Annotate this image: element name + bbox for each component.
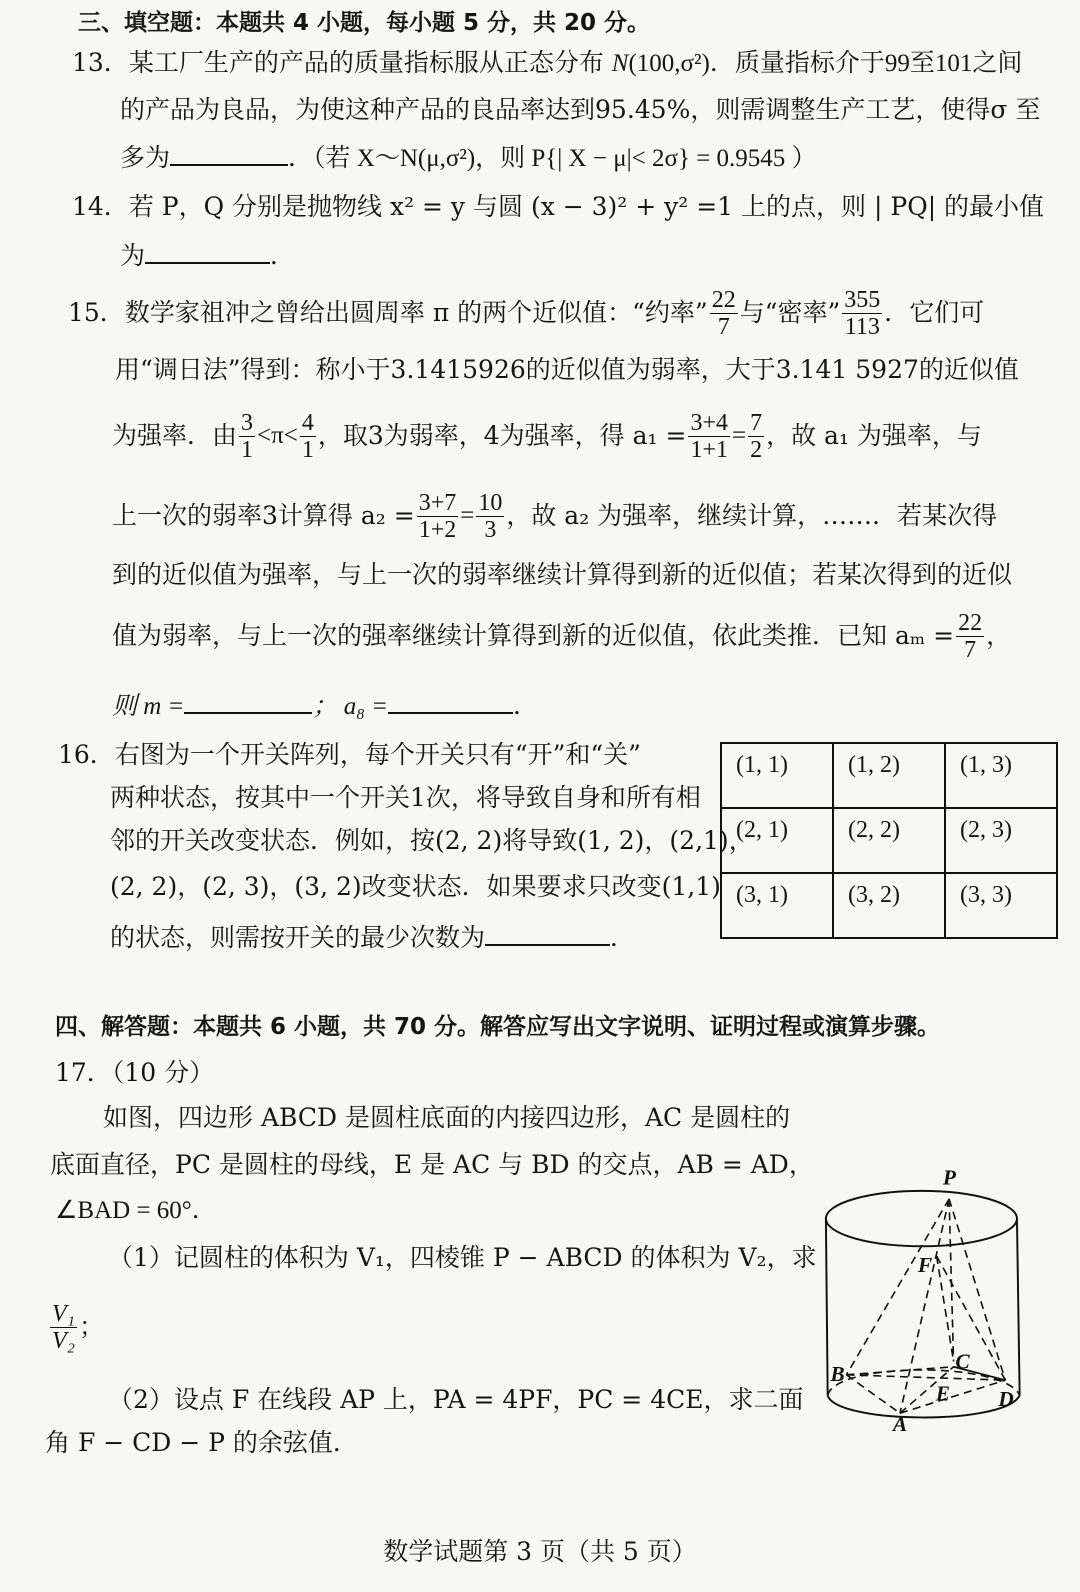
answer-blank[interactable] bbox=[485, 922, 610, 946]
fraction-10-3 bbox=[476, 490, 504, 543]
fraction-3plus7-1plus2 bbox=[417, 490, 459, 543]
fraction-3plus4-1plus1 bbox=[688, 410, 730, 463]
question-text: 上一次的弱率3计算得 a₂ = bbox=[112, 501, 415, 530]
question-text: 多为 bbox=[120, 143, 171, 172]
edge-BC bbox=[846, 1367, 953, 1375]
table-row bbox=[721, 743, 1057, 808]
denominator: 7 bbox=[717, 313, 730, 340]
switch-cell: (2, 3) bbox=[945, 808, 1057, 873]
denominator: V₂ bbox=[52, 1327, 76, 1354]
question-number: 14． bbox=[72, 192, 129, 221]
denominator: 113 bbox=[844, 313, 880, 340]
edge-PB bbox=[846, 1199, 949, 1375]
fraction-v1-v2 bbox=[50, 1301, 77, 1354]
question-text: ； a₈ = bbox=[312, 693, 388, 720]
question-text: 的状态，则需按开关的最少次数为 bbox=[110, 923, 486, 952]
question-13-line-3 bbox=[120, 142, 817, 174]
numerator: 4 bbox=[301, 409, 314, 436]
cylinder-top-ellipse bbox=[826, 1191, 1017, 1246]
question-text: ． bbox=[270, 241, 296, 270]
question-17-fraction-line bbox=[48, 1292, 104, 1362]
label-A: A bbox=[892, 1412, 908, 1437]
question-text: ． bbox=[610, 923, 636, 952]
question-text: ； bbox=[79, 1312, 105, 1341]
switch-cell: (3, 2) bbox=[833, 873, 945, 938]
denominator: 1+1 bbox=[690, 436, 728, 463]
question-number: 16． bbox=[58, 740, 115, 769]
numerator: V₁ bbox=[52, 1300, 76, 1327]
question-text: 值为弱率，与上一次的强率继续计算得到新的近似值，依此类推．已知 aₘ = bbox=[112, 621, 955, 650]
question-14-line-2 bbox=[120, 240, 295, 271]
denominator: 3 bbox=[484, 516, 497, 543]
numerator: 22 bbox=[711, 286, 736, 313]
table-row bbox=[721, 808, 1057, 873]
label-D: D bbox=[998, 1387, 1014, 1412]
equals-sign: = bbox=[731, 422, 747, 449]
edge-BA bbox=[846, 1375, 900, 1413]
answer-blank-a8[interactable] bbox=[388, 690, 513, 714]
numerator: 3+4 bbox=[690, 409, 728, 436]
switch-cell: (3, 1) bbox=[721, 873, 833, 938]
label-C: C bbox=[955, 1349, 970, 1374]
equals-sign: = bbox=[460, 502, 475, 529]
question-17-line-3: ∠BAD = 60°． bbox=[55, 1197, 217, 1224]
cylinder-left-edge bbox=[826, 1219, 828, 1396]
switch-cell: (3, 3) bbox=[945, 873, 1057, 938]
label-P: P bbox=[942, 1165, 956, 1190]
question-number: 13． bbox=[72, 48, 129, 77]
denominator: 2 bbox=[750, 436, 763, 463]
question-13-line-1 bbox=[72, 48, 1022, 79]
answer-blank[interactable] bbox=[145, 240, 270, 264]
question-17-part-2-cont: 角 F − CD − P 的余弦值． bbox=[45, 1428, 358, 1457]
question-text: 为强率．由 bbox=[112, 421, 238, 450]
question-text: ．它们可 bbox=[884, 298, 985, 327]
numerator: 355 bbox=[844, 286, 881, 313]
switch-cell: (1, 1) bbox=[721, 743, 833, 808]
question-13-line-2: 的产品为良品，为使这种产品的良品率达到95.45%，则需调整生产工艺，使得σ 至 bbox=[120, 95, 1041, 124]
question-14-line-1 bbox=[72, 192, 1044, 222]
question-text: 为 bbox=[120, 241, 146, 270]
question-15-line-1 bbox=[68, 283, 984, 343]
question-15-line-3 bbox=[112, 405, 982, 467]
question-text: ，故 a₂ 为强率，继续计算，……．若某次得 bbox=[506, 501, 998, 530]
fraction-22-7 bbox=[956, 610, 984, 663]
question-text: 若 P，Q 分别是抛物线 x² = y 与圆 (x − 3)² + y² =1 上的点，则 | PQ| 的最小值 bbox=[128, 192, 1045, 221]
switch-cell: (1, 2) bbox=[833, 743, 945, 808]
question-text: 数学家祖冲之曾给出圆周率 π 的两个近似值：“约率” bbox=[124, 298, 708, 327]
question-17-line-2: 底面直径，PC 是圆柱的母线，E 是 AC 与 BD 的交点，AB = AD， bbox=[50, 1150, 814, 1179]
question-16-line-2: 两种状态，按其中一个开关1次，将导致自身和所有相 bbox=[110, 783, 701, 812]
question-15-line-2: 用“调日法”得到：称小于3.1415926的近似值为弱率，大于3.141 5927的近似值 bbox=[115, 355, 1019, 384]
switch-cell: (2, 2) bbox=[833, 808, 945, 873]
answer-blank-m[interactable] bbox=[184, 690, 312, 714]
switch-cell: (2, 1) bbox=[721, 808, 833, 873]
question-text: ，取3为弱率，4为强率，得 a₁ = bbox=[317, 421, 687, 450]
question-16-line-1 bbox=[58, 740, 641, 770]
question-text: ．（若 X～N(μ,σ²)，则 P{| X − μ|< 2σ} = 0.9545 ） bbox=[288, 145, 817, 172]
math-inequality: <π< bbox=[257, 422, 298, 449]
answer-blank[interactable] bbox=[170, 142, 288, 166]
cylinder-pyramid-figure bbox=[800, 1130, 1050, 1450]
label-E: E bbox=[935, 1381, 950, 1406]
edge-AD bbox=[900, 1380, 1005, 1413]
cylinder-bottom-back-arc bbox=[828, 1370, 1020, 1395]
fraction-355-113 bbox=[842, 287, 882, 340]
numerator: 3+7 bbox=[418, 489, 457, 516]
switch-cell: (1, 3) bbox=[945, 743, 1057, 808]
question-15-line-7 bbox=[112, 690, 538, 722]
numerator: 3 bbox=[241, 409, 254, 436]
denominator: 7 bbox=[964, 636, 977, 663]
numerator: 7 bbox=[750, 409, 763, 436]
question-15-line-4 bbox=[112, 485, 997, 547]
cylinder-bottom-front-arc bbox=[828, 1395, 1020, 1417]
denominator: 1+2 bbox=[418, 516, 457, 543]
switch-array-table bbox=[720, 742, 1058, 939]
fraction-4-1 bbox=[300, 410, 316, 463]
question-16-line-3: 邻的开关改变状态．例如，按(2, 2)将导致(1, 2)，(2,1)， bbox=[110, 826, 754, 855]
question-15-line-6 bbox=[112, 605, 1011, 667]
table-row bbox=[721, 873, 1057, 938]
page-footer: 数学试题第 3 页（共 5 页） bbox=[383, 1537, 697, 1566]
fraction-3-1 bbox=[239, 410, 255, 463]
question-text: ． bbox=[513, 691, 539, 720]
fraction-7-2 bbox=[748, 410, 764, 463]
question-text: (100,σ²)．质量指标介于99至101之间 bbox=[628, 50, 1023, 77]
label-F: F bbox=[917, 1253, 933, 1278]
question-text: ， bbox=[986, 621, 1012, 650]
question-text: 与“密率” bbox=[739, 298, 841, 327]
question-text: 则 m = bbox=[112, 693, 185, 720]
question-text: ，故 a₁ 为强率，与 bbox=[766, 421, 982, 450]
question-text: 右图为一个开关阵列，每个开关只有“开”和“关” bbox=[114, 740, 641, 769]
question-17-line-1: 如图，四边形 ABCD 是圆柱底面的内接四边形，AC 是圆柱的 bbox=[103, 1103, 791, 1132]
section-heading-fill-in: 三、填空题：本题共 4 小题，每小题 5 分，共 20 分。 bbox=[78, 10, 651, 36]
numerator: 22 bbox=[958, 609, 983, 636]
label-B: B bbox=[830, 1362, 845, 1387]
math-symbol: N bbox=[611, 50, 629, 77]
denominator: 1 bbox=[301, 436, 314, 463]
question-17-number: 17．（10 分） bbox=[55, 1058, 215, 1087]
question-15-line-5: 到的近似值为强率，与上一次的弱率继续计算得到新的近似值；若某次得到的近似 bbox=[112, 560, 1013, 589]
question-number: 15． bbox=[68, 298, 125, 327]
cylinder-right-edge bbox=[1017, 1219, 1020, 1396]
fraction-22-7 bbox=[710, 287, 738, 340]
question-17-part-1: （1）记圆柱的体积为 V₁，四棱锥 P − ABCD 的体积为 V₂，求 bbox=[108, 1243, 817, 1272]
question-17-part-2: （2）设点 F 在线段 AP 上，PA = 4PF，PC = 4CE，求二面 bbox=[108, 1385, 804, 1414]
edge-FD bbox=[937, 1256, 1006, 1380]
question-16-line-4: (2, 2)，(2, 3)，(3, 2)改变状态．如果要求只改变(1,1) bbox=[110, 872, 721, 901]
question-text: 某工厂生产的产品的质量指标服从正态分布 bbox=[128, 48, 612, 77]
question-16-line-5 bbox=[110, 922, 635, 953]
numerator: 10 bbox=[478, 489, 503, 516]
section-heading-solutions: 四、解答题：本题共 6 小题，共 70 分。解答应写出文字说明、证明过程或演算步骤。 bbox=[55, 1014, 941, 1040]
denominator: 1 bbox=[241, 436, 254, 463]
